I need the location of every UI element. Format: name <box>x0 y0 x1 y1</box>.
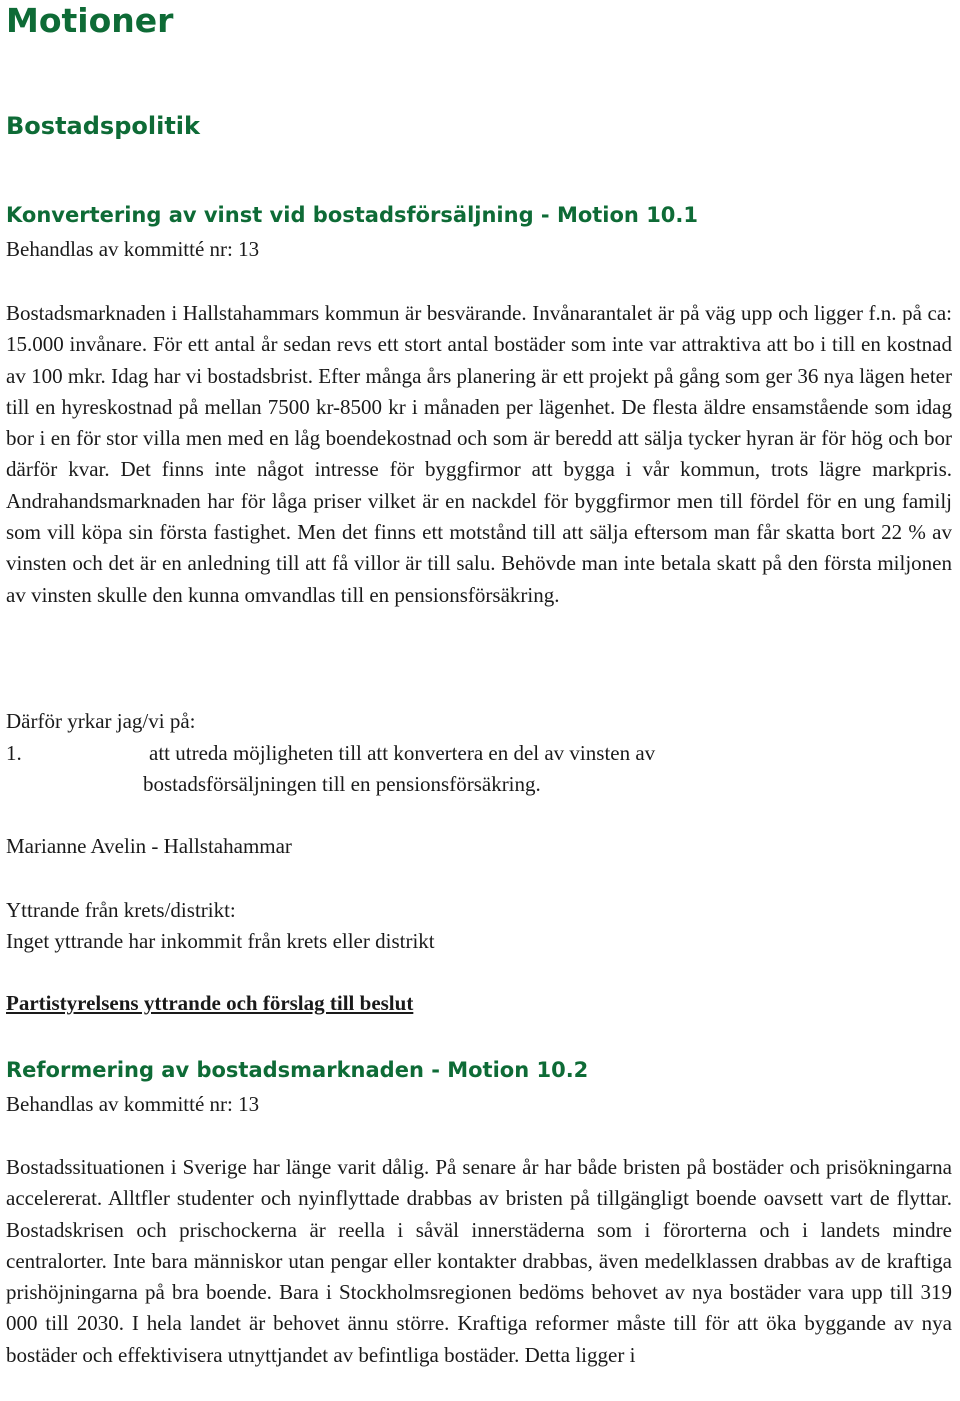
motion-heading: Konvertering av vinst vid bostadsförsäljning - Motion 10.1 <box>6 203 699 227</box>
demand-number: 1. <box>6 741 22 765</box>
statement-label: Yttrande från krets/distrikt: <box>6 898 236 922</box>
motion-author: Marianne Avelin - Hallstahammar <box>6 834 292 858</box>
demand-text-line: att utreda möjligheten till att konvertera en del av vinsten av <box>149 741 656 765</box>
demand-text-line: bostadsförsäljningen till en pensionsförsäkring. <box>143 772 541 797</box>
demand-text <box>143 738 843 801</box>
committee-line: Behandlas av kommitté nr: 13 <box>6 1092 260 1116</box>
motion-body: Bostadssituationen i Sverige har länge varit dålig. På senare år har både bristen på bostäder och prisökningarna accelererat. Alltfler studenter och nyinflyttade drabbas av bristen på tillgängligt boende oavsett vart de flyttar. Bostadskrisen och prischockerna är reella i såväl innerstäderna som i förorterna och i landets mindre centralorter. Inte bara människor utan pengar eller kontakter drabbas, även medelklassen drabbas av de kraftiga prishöjningarna på bra boende. Bara i Stockholmsregionen bedöms behovet av nya bostäder vara upp till 319 000 till 2030. I hela landet är behovet ännu större. Kraftiga reformer måste till för att öka byggande av nya bostäder och effektivisera utnyttjandet av befintliga bostäder. Detta ligger i <box>6 1155 952 1367</box>
section-title: Bostadspolitik <box>6 112 200 140</box>
committee-line: Behandlas av kommitté nr: 13 <box>6 237 260 261</box>
page-title: Motioner <box>6 1 174 40</box>
demand-intro: Därför yrkar jag/vi på: <box>6 709 196 733</box>
board-statement-heading: Partistyrelsens yttrande och förslag till beslut <box>6 991 414 1015</box>
statement-text: Inget yttrande har inkommit från krets eller distrikt <box>6 929 435 953</box>
motion-heading: Reformering av bostadsmarknaden - Motion 10.2 <box>6 1058 589 1082</box>
motion-body: Bostadsmarknaden i Hallstahammars kommun är besvärande. Invånarantalet är på väg upp och ligger f.n. på ca: 15.000 invånare. För ett antal år sedan revs ett stort antal bostäder som inte var attraktiva att bo i till en kostnad av 100 mkr. Idag har vi bostadsbrist. Efter många års planering är ett projekt på gång som ger 36 nya lägen heter till en hyreskostnad på mellan 7500 kr-8500 kr i månaden per lägenhet. De flesta äldre ensamstående som idag bor i en för stor villa men med en låg boendekostnad och som är beredd att sälja tycker hyran är för hög och bor därför kvar. Det finns inte något intresse för byggfirmor att bygga i vår kommun, trots lägre markpris. Andrahandsmarknaden har för låga priser vilket är en nackdel för byggfirmor men till fördel för en ung familj som vill köpa sin första fastighet. Men det finns ett motstånd till att sälja eftersom man får skatta bort 22 % av vinsten och det är en anledning till att få villor är till salu. Behövde man inte betala skatt på den första miljonen av vinsten skulle den kunna omvandlas till en pensionsförsäkring. <box>6 301 952 607</box>
